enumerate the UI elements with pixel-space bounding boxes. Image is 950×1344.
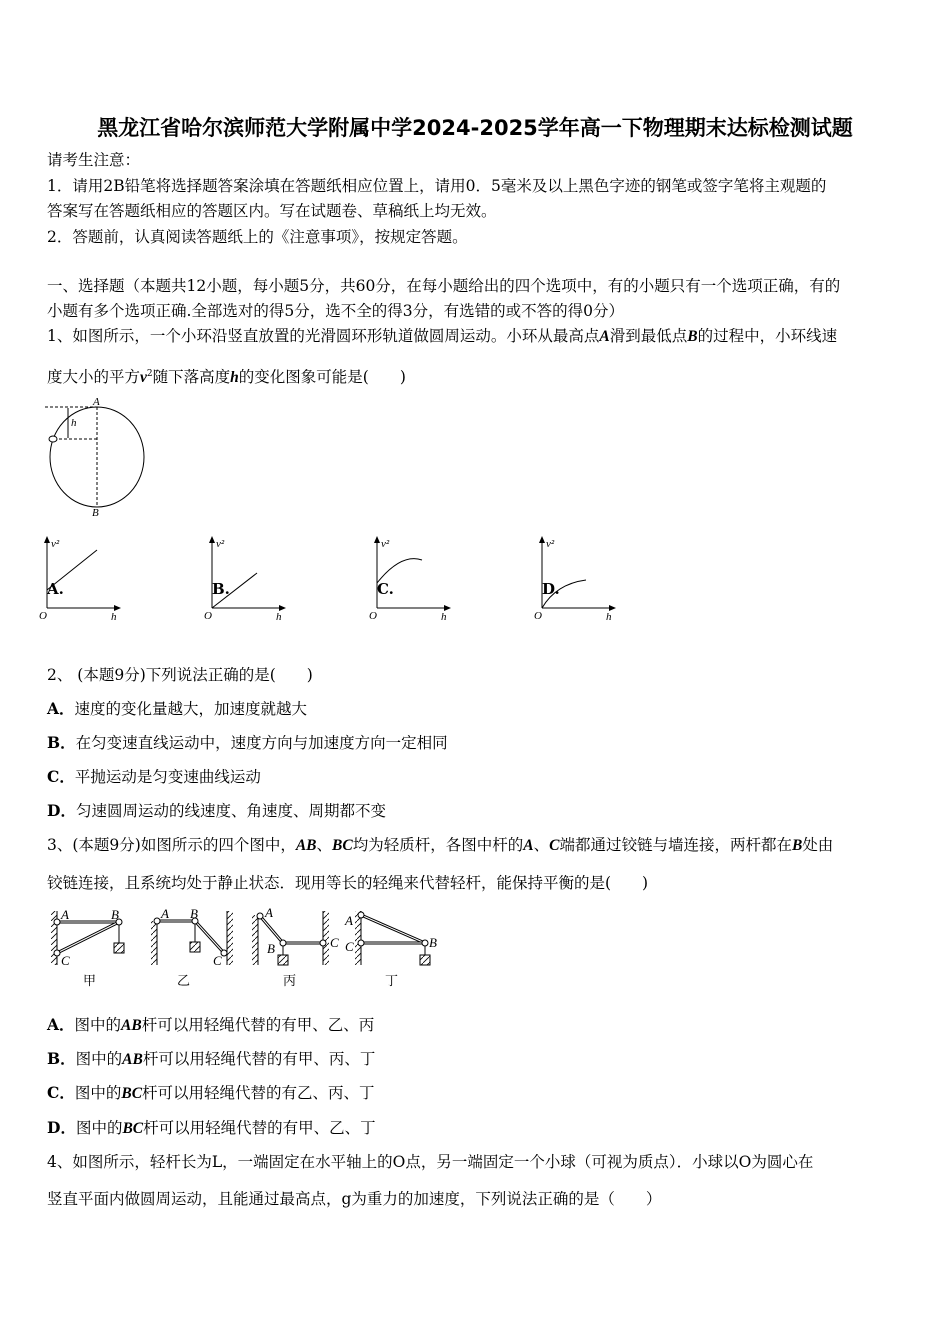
x-axis-label: h	[606, 611, 612, 623]
y-axis-label: v²	[51, 538, 60, 550]
graph-option-label: A.	[47, 580, 64, 598]
rod-name: BC	[122, 1120, 144, 1137]
label-a: A	[345, 913, 353, 928]
label-a: A	[61, 907, 69, 922]
notice-line: 2．答题前，认真阅读答题纸上的《注意事项》，按规定答题。	[47, 228, 468, 246]
v2-h-graph	[156, 530, 336, 625]
v2-curve	[377, 559, 422, 583]
var: AB	[295, 837, 317, 854]
text: 滑到最低点	[609, 327, 688, 345]
var: A	[599, 328, 610, 345]
label-b: B	[111, 907, 119, 922]
option-text: 图中的	[75, 1119, 123, 1137]
text: 均为轻质杆，各图中杆的	[352, 836, 524, 854]
rod-figures	[45, 903, 445, 993]
origin-label: O	[369, 610, 377, 622]
option-label: B．	[47, 733, 76, 752]
text: 度大小的平方	[47, 368, 141, 387]
question-1-stem	[47, 326, 837, 347]
label-b: B	[429, 935, 437, 950]
label-a: A	[93, 396, 100, 408]
y-arrow-icon	[374, 536, 380, 543]
option-label: D．	[47, 1118, 76, 1137]
var: A	[523, 837, 534, 854]
v2-curve	[212, 573, 257, 608]
question-4-stem: 竖直平面内做圆周运动，且能通过最高点，g为重力的加速度，下列说法正确的是（ ）	[47, 1190, 662, 1208]
option-label: D．	[47, 801, 76, 820]
graph-option-label: D.	[542, 580, 560, 598]
option-label: A．	[47, 699, 75, 718]
origin-label: O	[39, 610, 47, 622]
question-3-option[interactable]	[47, 1049, 375, 1070]
label-c: C	[61, 953, 70, 968]
option-text: 杆可以用轻绳代替的有甲、丙、丁	[142, 1050, 376, 1068]
label-c: C	[330, 935, 339, 950]
y-arrow-icon	[44, 536, 50, 543]
text: 3、(本题9分)如图所示的四个图中，	[47, 836, 296, 854]
option-text: 图中的	[74, 1084, 122, 1102]
question-3-option[interactable]	[47, 1118, 376, 1139]
var: B	[687, 328, 698, 345]
ring-track-figure	[40, 395, 160, 520]
x-axis-label: h	[111, 611, 117, 623]
option-label: C．	[47, 767, 75, 786]
page-title: 黑龙江省哈尔滨师范大学附属中学2024-2025学年高一下物理期末达标检测试题	[97, 116, 853, 140]
text: 1、如图所示，一个小环沿竖直放置的光滑圆环形轨道做圆周运动。小环从最高点	[47, 327, 600, 345]
var: h	[230, 369, 239, 387]
label-b: B	[190, 906, 198, 921]
rod-name: AB	[122, 1051, 143, 1068]
var: B	[791, 837, 803, 854]
label-b: B	[92, 507, 99, 519]
option-text: 杆可以用轻绳代替的有甲、乙、丙	[141, 1016, 375, 1034]
label-a: A	[161, 906, 169, 921]
text: 、	[316, 836, 333, 854]
question-3-stem	[47, 835, 833, 856]
option-label: A．	[47, 1015, 75, 1034]
notice-line: 1．请用2B铅笔将选择题答案涂填在答题纸相应位置上，请用0．5毫米及以上黑色字迹的钢笔或签字笔将主观题的	[47, 177, 827, 195]
text: 端都通过铰链与墙连接，两杆都在	[559, 836, 792, 854]
y-arrow-icon	[539, 536, 545, 543]
question-2-option[interactable]	[47, 801, 386, 821]
option-text: 匀速圆周运动的线速度、角速度、周期都不变	[75, 802, 386, 820]
text: 随下落高度	[152, 368, 231, 387]
origin-label: O	[534, 610, 542, 622]
v2-curve	[542, 580, 586, 608]
option-text: 速度的变化量越大，加速度就越大	[74, 700, 308, 718]
question-4-stem: 4、如图所示，轻杆长为L，一端固定在水平轴上的O点，另一端固定一个小球（可视为质点）．小球以O为圆心在	[47, 1153, 814, 1171]
y-arrow-icon	[209, 536, 215, 543]
option-text: 图中的	[74, 1016, 122, 1034]
question-2-stem: 2、 (本题9分)下列说法正确的是( )	[47, 666, 313, 684]
x-axis-label: h	[276, 611, 282, 623]
option-text: 杆可以用轻绳代替的有甲、乙、丁	[143, 1119, 376, 1137]
graph-option-label: C.	[377, 580, 394, 598]
notice-heading: 请考生注意：	[47, 151, 141, 169]
option-label: B．	[47, 1049, 76, 1068]
notice-line: 答案写在答题纸相应的答题区内。写在试题卷、草稿纸上均无效。	[47, 202, 497, 220]
option-text: 在匀变速直线运动中，速度方向与加速度方向一定相同	[75, 734, 448, 752]
origin-label: O	[204, 610, 212, 622]
text: 、	[533, 836, 550, 854]
var: v	[140, 369, 147, 387]
label-h: h	[71, 417, 77, 429]
question-3-option[interactable]	[47, 1083, 375, 1104]
label-c: C	[345, 939, 354, 954]
v2-h-graph	[486, 530, 666, 625]
text: 处由	[802, 836, 834, 854]
question-2-option[interactable]	[47, 699, 307, 719]
var: BC	[332, 837, 353, 854]
section-instructions: 小题有多个选项正确.全部选对的得5分，选不全的得3分，有选错的或不答的得0分）	[47, 302, 625, 320]
rod-name: AB	[121, 1017, 142, 1034]
y-axis-label: v²	[546, 538, 555, 550]
var: C	[549, 837, 560, 854]
question-3-stem: 铰链连接，且系统均处于静止状态．现用等长的轻绳来代替轻杆，能保持平衡的是( )	[47, 874, 649, 892]
v2-curve	[47, 550, 97, 590]
y-axis-label: v²	[381, 538, 390, 550]
label-a: A	[265, 905, 273, 920]
option-label: C．	[47, 1083, 75, 1102]
y-axis-label: v²	[216, 538, 225, 550]
caption: 丙	[283, 974, 297, 989]
question-1-stem	[47, 364, 406, 388]
label-c: C	[213, 953, 222, 968]
question-2-option[interactable]	[47, 733, 448, 753]
text: 的变化图象可能是( )	[238, 368, 406, 387]
caption: 丁	[385, 974, 399, 989]
question-2-option[interactable]	[47, 767, 261, 787]
option-text: 图中的	[75, 1050, 123, 1068]
superscript: 2	[146, 369, 153, 379]
x-axis-label: h	[441, 611, 447, 623]
option-text: 杆可以用轻绳代替的有乙、丙、丁	[142, 1084, 375, 1102]
rod-name: BC	[121, 1085, 143, 1102]
section-instructions: 一、选择题（本题共12小题，每小题5分，共60分，在每小题给出的四个选项中，有的小题只有一个选项正确，有的	[47, 277, 841, 295]
v2-h-graph	[321, 530, 501, 625]
graph-option-label: B.	[212, 580, 230, 598]
v2-h-graph	[0, 530, 171, 625]
label-b: B	[267, 941, 275, 956]
text: 的过程中，小环线速	[697, 327, 838, 345]
caption: 甲	[83, 974, 97, 989]
caption: 乙	[177, 974, 191, 989]
option-text: 平抛运动是匀变速曲线运动	[74, 768, 261, 786]
question-3-option[interactable]	[47, 1015, 374, 1036]
